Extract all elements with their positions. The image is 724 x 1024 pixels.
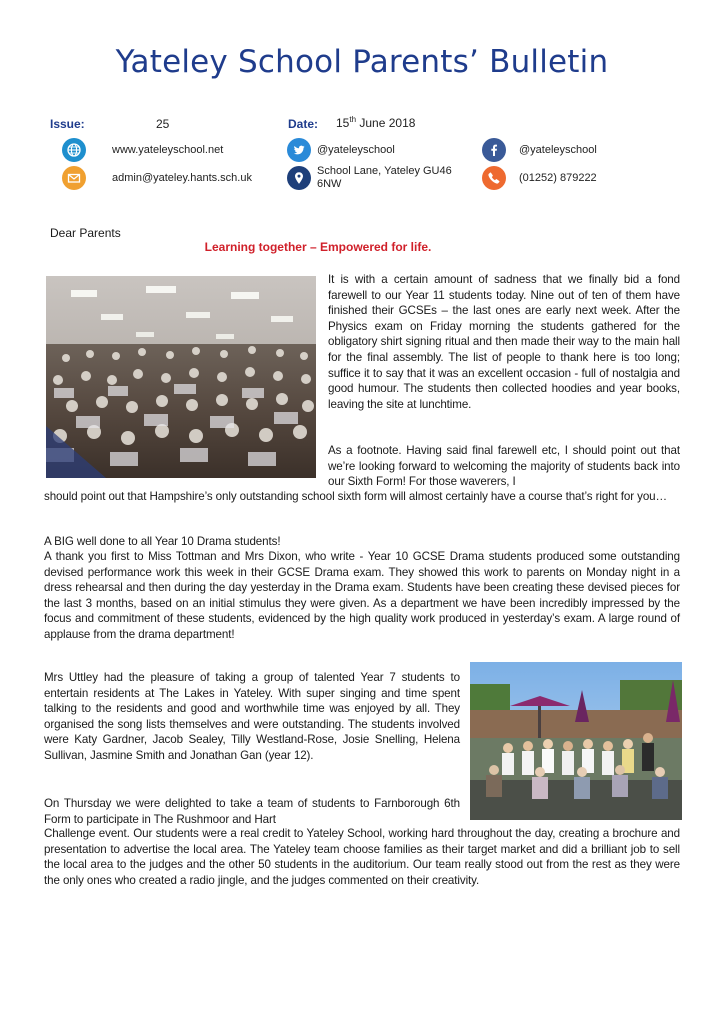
website-link[interactable]: www.yateleyschool.net (112, 144, 224, 156)
bulletin-title: Yateley School Parents’ Bulletin (115, 44, 609, 80)
email-link[interactable]: admin@yateley.hants.sch.uk (112, 172, 252, 184)
drama-heading: A BIG well done to all Year 10 Drama students! (44, 535, 281, 548)
school-motto: Learning together – Empowered for life. (204, 240, 432, 254)
rushmoor-paragraph-start: On Thursday we were delighted to take a team of students to Farnborough 6th Form to participate in The Rushmoor and Hart (44, 797, 460, 826)
greeting: Dear Parents (50, 226, 121, 240)
date-label: Date: (288, 117, 319, 131)
twitter-handle[interactable]: @yateleyschool (317, 144, 395, 156)
lakes-visit-photo (470, 662, 682, 820)
sixth-form-paragraph-start: As a footnote. Having said final farewell etc, I should point out that we’re looking forward to welcoming the majority of students back into our Sixth Form! For those waverers, I (328, 444, 680, 489)
location-icon (287, 166, 311, 190)
twitter-icon (287, 138, 311, 162)
school-address: School Lane, Yateley GU46 6NW (317, 165, 452, 190)
drama-paragraph: A thank you first to Miss Tottman and Mrs Dixon, who write - Year 10 GCSE Drama students produced some outstanding devised performance work this week in their GCSE Drama exam. They showed this work to parents on Monday night in a dress rehearsal and then during the day yesterday in the Drama exam. Students have been creating these devised pieces for the last 3 months, based on an initial stimulus they were given. As a department we have been incredibly impressed by the focus and commitment of these students, evidenced by the high quality work produced in yesterday’s exam. A large round of applause from the drama department! (44, 550, 680, 641)
mail-icon (62, 166, 86, 190)
phone-number[interactable]: (01252) 879222 (519, 172, 597, 184)
sixth-form-paragraph-end: should point out that Hampshire’s only outstanding school sixth form will almost certainly have a course that’s right for you… (44, 490, 668, 503)
globe-icon (62, 138, 86, 162)
date-value: 15th June 2018 (336, 115, 416, 130)
year11-assembly-photo (46, 276, 316, 478)
issue-label: Issue: (50, 117, 85, 131)
facebook-handle[interactable]: @yateleyschool (519, 144, 597, 156)
lakes-paragraph: Mrs Uttley had the pleasure of taking a group of talented Year 7 students to entertain residents at The Lakes in Yateley. With super singing and time spent talking to the residents and good and worthwhile time was enjoyed by all. They organised the song lists themselves and were outstanding. The students involved were Katy Gardner, Jacob Sealey, Tilly Westland-Rose, Josie Snelling, Helena Sullivan, Jasmine Smith and Jonathan Gan (year 12). (44, 671, 460, 762)
issue-value: 25 (156, 117, 170, 131)
rushmoor-paragraph-end: Challenge event. Our students were a real credit to Yateley School, working hard throughout the day, creating a brochure and presentation to advertise the local area. The Yateley team choose families as their target market and did a brilliant job to sell the local area to the judges and the other 50 students in the auditorium. Our team really stood out from the rest as they were the only ones who created a radio jingle, and the judges commented on their creativity. (44, 827, 680, 887)
phone-icon (482, 166, 506, 190)
farewell-paragraph: It is with a certain amount of sadness that we finally bid a fond farewell to our Year 11 students today. Nine out of ten of them have finished their GCSEs – the last ones are early next week. After the Physics exam on Friday morning the students gathered for the obligatory shirt signing ritual and then made their way to the main hall for the final assembly. The list of people to thank here is too long; suffice it to say that it was an excellent occasion - full of nostalgia and good humour. The students then collected hoodies and year books, leaving the site at lunchtime. (328, 273, 680, 411)
facebook-icon (482, 138, 506, 162)
